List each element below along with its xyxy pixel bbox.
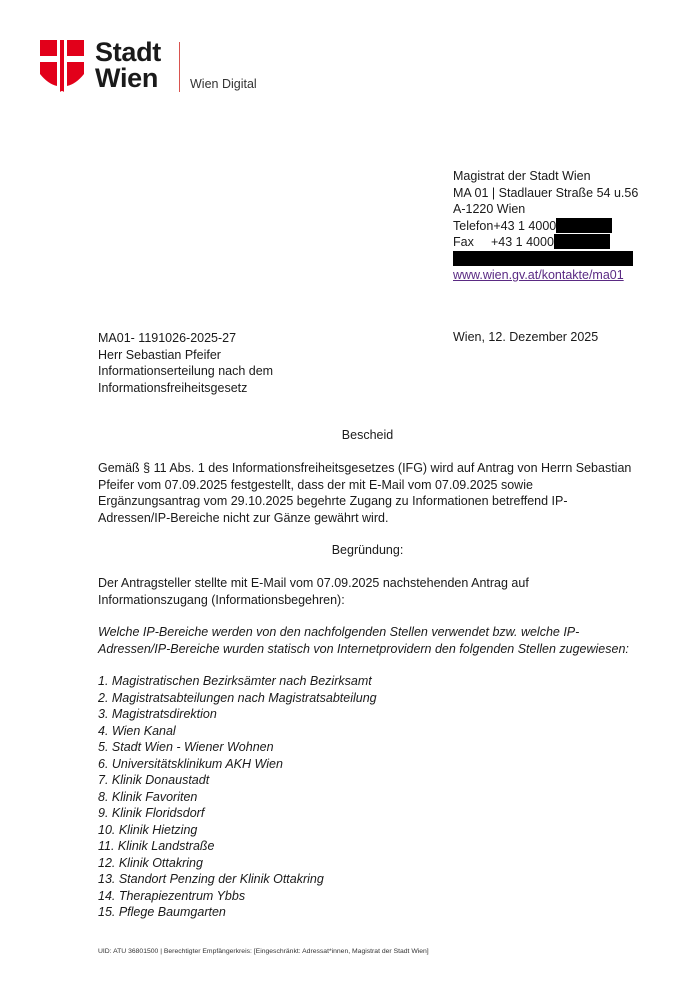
letter-date: Wien, 12. Dezember 2025 <box>453 330 599 344</box>
list-item: 12. Klinik Ottakring <box>98 855 203 870</box>
phone-label: Telefon <box>453 218 494 233</box>
list-item: 9. Klinik Floridsdorf <box>98 806 205 820</box>
logo-divider <box>179 42 180 92</box>
list-item: 13. Standort Penzing der Klinik Ottakring <box>98 872 324 886</box>
reason-intro: Der Antragsteller stellte mit E-Mail vom 07.09.2025 nachstehenden Antrag auf Informationszugang (Informationsbegehren): <box>98 576 529 607</box>
address-line-3: A-1220 Wien <box>453 202 526 216</box>
address-line-2: MA 01 | Stadlauer Straße 54 u.56 <box>453 185 639 200</box>
redaction-bar <box>453 251 633 266</box>
redacted-row <box>453 251 638 268</box>
list-item: 14. Therapiezentrum Ybbs <box>98 888 246 903</box>
fax-row <box>453 234 638 251</box>
logo-line-2: Wien <box>95 63 159 93</box>
request-question: Welche IP-Bereiche werden von den nachfolgenden Stellen verwendet bzw. welche IP-Adressen/IP-Bereiche wurden statisch von Internetprovidern den folgenden Stellen zugewiesen: <box>98 625 629 656</box>
list-item: 3. Magistratsdirektion <box>98 707 217 721</box>
list-item: 6. Universitätsklinikum AKH Wien <box>98 756 283 771</box>
stadt-wien-logo-icon <box>40 40 84 92</box>
contact-link[interactable]: www.wien.gv.at/kontakte/ma01 <box>453 268 624 282</box>
fax-label: Fax <box>453 235 474 249</box>
list-item: 2. Magistratsabteilungen nach Magistratsabteilung <box>98 690 377 705</box>
address-line-1: Magistrat der Stadt Wien <box>453 169 591 183</box>
list-item: 5. Stadt Wien - Wiener Wohnen <box>98 740 274 754</box>
footer-text: UID: ATU 36801500 | Berechtigter Empfängerkreis: [Eingeschränkt: Adressat*innen, Magistrat der Stadt Wien] <box>98 948 429 955</box>
reason-heading: Begründung: <box>331 543 404 557</box>
subject-line-1: Informationserteilung nach dem <box>98 364 274 378</box>
document-heading: Bescheid <box>341 428 394 442</box>
list-item: 15. Pflege Baumgarten <box>98 905 226 919</box>
reference-number: MA01- 1191026-2025-27 <box>98 331 237 345</box>
list-item: 11. Klinik Landstraße <box>98 839 215 853</box>
fax-value: +43 1 4000 <box>491 235 554 249</box>
recipient-name: Herr Sebastian Pfeifer <box>98 347 221 362</box>
subject-line-2: Informationsfreiheitsgesetz <box>98 380 248 395</box>
decision-paragraph: Gemäß § 11 Abs. 1 des Informationsfreiheitsgesetzes (IFG) wird auf Antrag von Herrn Sebastian Pfeifer vom 07.09.2025 festgestellt, dass der mit E-Mail vom 07.09.2025 sowie Ergänzungsantrag vom 29.10.2025 begehrte Zugang zu Informationen betreffend IP-Adressen/IP-Bereiche nicht zur Gänze gewährt wird. <box>98 461 632 525</box>
contact-link-row <box>453 267 638 284</box>
redaction-bar <box>556 218 612 233</box>
list-item: 10. Klinik Hietzing <box>98 822 198 837</box>
reference-block <box>98 330 273 396</box>
list-item: 1. Magistratischen Bezirksämter nach Bezirksamt <box>98 674 372 688</box>
phone-value: +43 1 4000 <box>493 218 557 233</box>
logo-wordmark <box>95 39 161 91</box>
department-name: Wien Digital <box>190 77 257 91</box>
request-list <box>98 673 377 921</box>
logo-line-1: Stadt <box>95 37 162 67</box>
list-item: 8. Klinik Favoriten <box>98 789 198 804</box>
sender-address <box>453 168 638 284</box>
phone-row <box>453 218 638 235</box>
redaction-bar <box>554 234 610 249</box>
list-item: 7. Klinik Donaustadt <box>98 773 210 787</box>
list-item: 4. Wien Kanal <box>98 723 176 738</box>
